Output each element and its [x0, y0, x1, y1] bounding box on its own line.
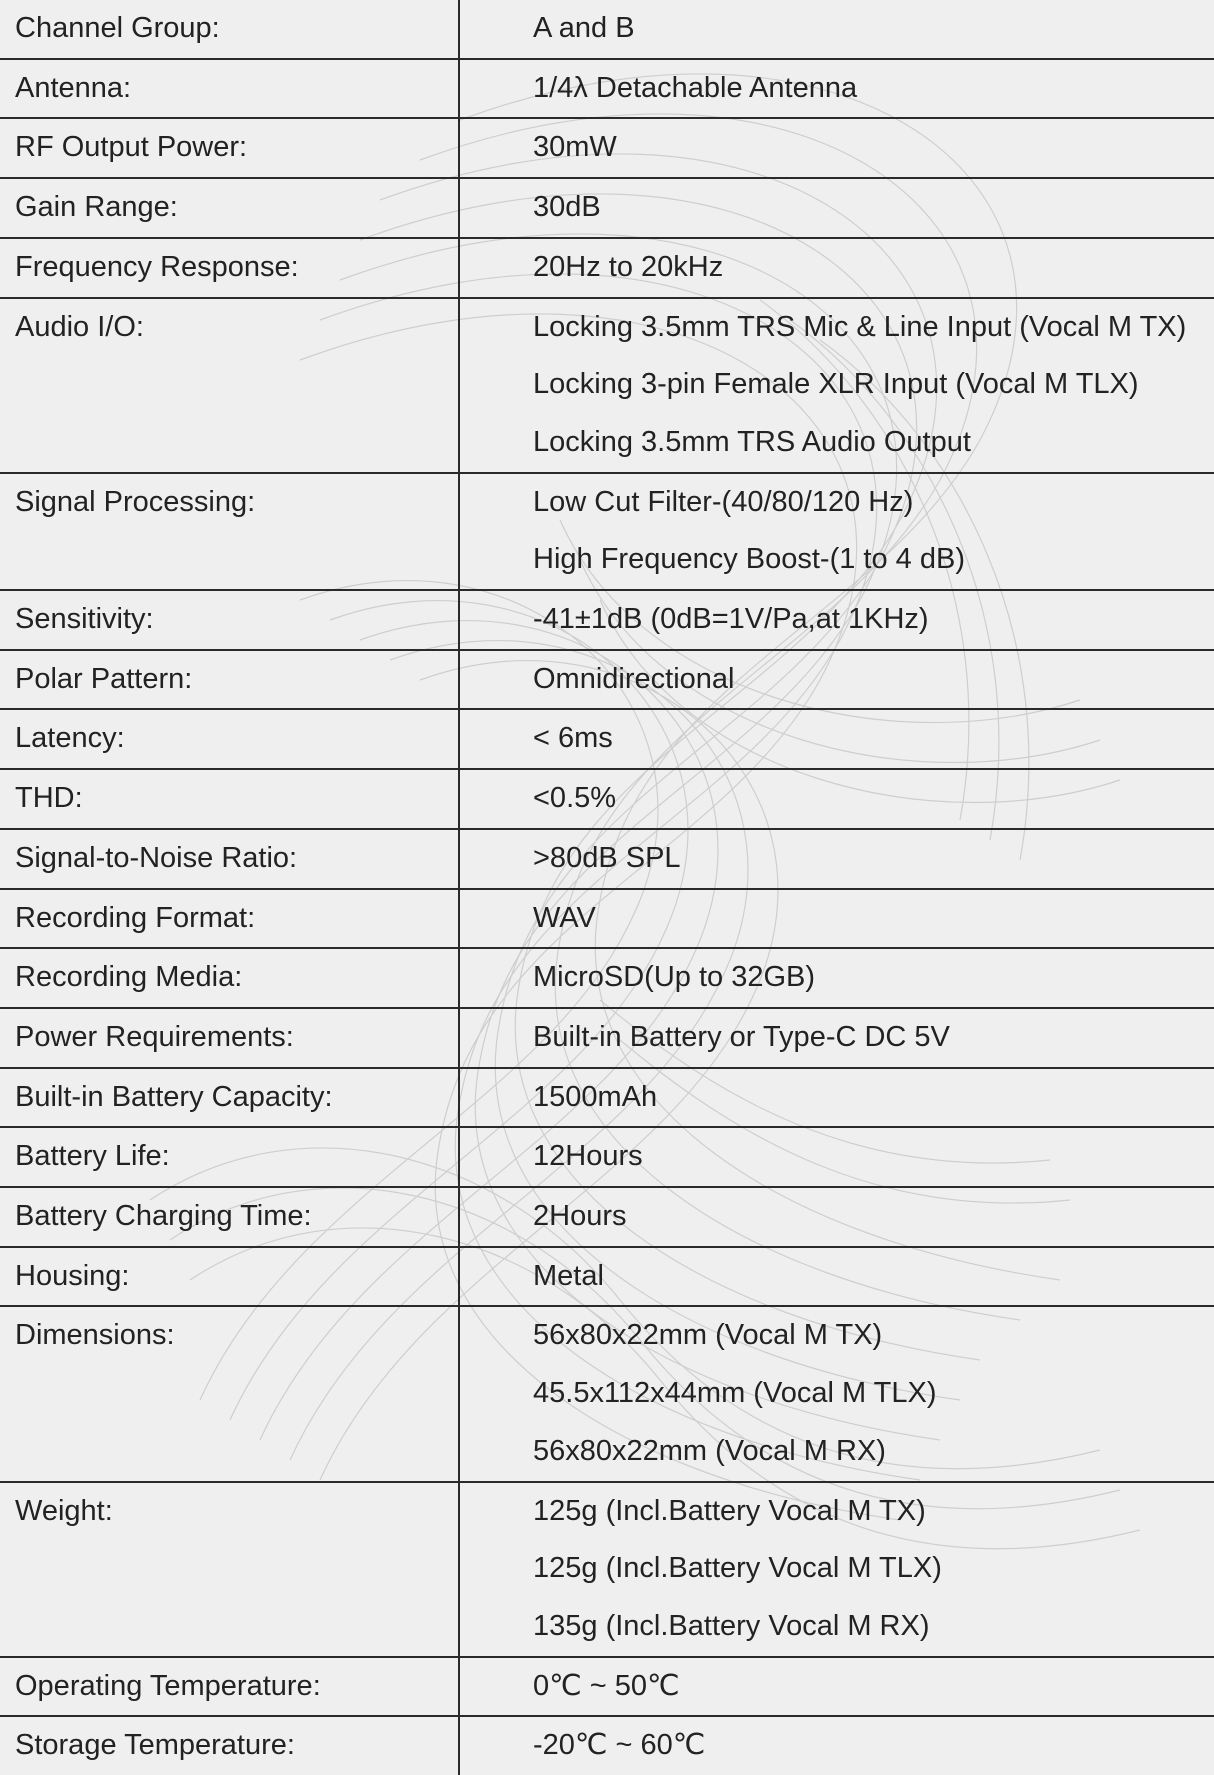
spec-value-line: 2Hours [533, 1200, 627, 1233]
spec-label: Power Requirements: [0, 1008, 459, 1068]
spec-value-line: 12Hours [533, 1140, 643, 1173]
spec-label: Operating Temperature: [0, 1657, 459, 1717]
spec-label: THD: [0, 769, 459, 829]
spec-value [459, 238, 1214, 298]
spec-value [459, 650, 1214, 710]
spec-row [0, 1306, 1214, 1481]
spec-value-line: 1/4λ Detachable Antenna [533, 71, 858, 104]
spec-value-line: 1500mAh [533, 1080, 658, 1113]
spec-row [0, 1127, 1214, 1187]
spec-value [459, 1657, 1214, 1717]
spec-label: RF Output Power: [0, 118, 459, 178]
spec-row [0, 889, 1214, 949]
spec-label: Polar Pattern: [0, 650, 459, 710]
spec-value [459, 1306, 1214, 1481]
spec-row [0, 1068, 1214, 1128]
spec-label: Audio I/O: [0, 298, 459, 473]
spec-label: Sensitivity: [0, 590, 459, 650]
spec-value-line: MicroSD(Up to 32GB) [533, 961, 816, 994]
spec-row [0, 0, 1214, 59]
spec-label: Recording Media: [0, 948, 459, 1008]
spec-row [0, 948, 1214, 1008]
spec-row [0, 298, 1214, 473]
spec-value [459, 1008, 1214, 1068]
spec-value [459, 1187, 1214, 1247]
spec-value [459, 0, 1214, 59]
spec-value-line: 30dB [533, 191, 601, 224]
spec-label: Latency: [0, 709, 459, 769]
spec-row [0, 1482, 1214, 1657]
spec-row [0, 178, 1214, 238]
spec-label: Channel Group: [0, 0, 459, 59]
spec-row [0, 1187, 1214, 1247]
spec-value-line: WAV [533, 901, 596, 934]
spec-value [459, 769, 1214, 829]
spec-label: Signal-to-Noise Ratio: [0, 829, 459, 889]
spec-value-line: A and B [533, 12, 635, 44]
spec-value [459, 1482, 1214, 1657]
spec-row [0, 473, 1214, 590]
spec-label: Storage Temperature: [0, 1716, 459, 1775]
spec-label: Frequency Response: [0, 238, 459, 298]
spec-value-line: 125g (Incl.Battery Vocal M TX) [533, 1494, 926, 1527]
spec-row [0, 590, 1214, 650]
spec-row [0, 769, 1214, 829]
spec-row [0, 59, 1214, 119]
spec-value-line: Low Cut Filter-(40/80/120 Hz) [533, 485, 914, 518]
spec-value [459, 1068, 1214, 1128]
spec-value [459, 1127, 1214, 1187]
spec-value-line: Locking 3.5mm TRS Audio Output [533, 425, 971, 458]
spec-value [459, 298, 1214, 473]
spec-value [459, 1247, 1214, 1307]
spec-value-line: 135g (Incl.Battery Vocal M RX) [533, 1609, 930, 1642]
spec-value-line: Built-in Battery or Type-C DC 5V [533, 1020, 950, 1053]
spec-value-line: Locking 3.5mm TRS Mic & Line Input (Vocal M TX) [533, 310, 1187, 343]
spec-value [459, 829, 1214, 889]
spec-value-line: 45.5x112x44mm (Vocal M TLX) [533, 1377, 937, 1410]
spec-value-line: High Frequency Boost-(1 to 4 dB) [533, 543, 965, 576]
spec-value-line: 30mW [533, 131, 617, 164]
spec-label: Weight: [0, 1482, 459, 1657]
spec-value [459, 889, 1214, 949]
spec-label: Antenna: [0, 59, 459, 119]
spec-value [459, 178, 1214, 238]
spec-value [459, 118, 1214, 178]
spec-value-line: >80dB SPL [533, 841, 681, 874]
spec-label: Dimensions: [0, 1306, 459, 1481]
spec-label: Gain Range: [0, 178, 459, 238]
spec-row [0, 1247, 1214, 1307]
spec-row [0, 238, 1214, 298]
spec-value [459, 1716, 1214, 1775]
spec-value-line: -41±1dB (0dB=1V/Pa,at 1KHz) [533, 603, 929, 636]
spec-label: Battery Life: [0, 1127, 459, 1187]
spec-value-line: Locking 3-pin Female XLR Input (Vocal M TLX) [533, 368, 1139, 401]
spec-value-line: 56x80x22mm (Vocal M RX) [533, 1434, 886, 1467]
spec-value-line: 56x80x22mm (Vocal M TX) [533, 1319, 883, 1352]
spec-row [0, 709, 1214, 769]
spec-value [459, 590, 1214, 650]
spec-label: Housing: [0, 1247, 459, 1307]
spec-value-line: 125g (Incl.Battery Vocal M TLX) [533, 1552, 942, 1585]
spec-row [0, 829, 1214, 889]
spec-row [0, 1657, 1214, 1717]
spec-label: Recording Format: [0, 889, 459, 949]
spec-value-line: < 6ms [533, 722, 613, 755]
spec-label: Battery Charging Time: [0, 1187, 459, 1247]
spec-value [459, 473, 1214, 590]
spec-row [0, 1008, 1214, 1068]
spec-value [459, 709, 1214, 769]
spec-label: Signal Processing: [0, 473, 459, 590]
spec-row [0, 1716, 1214, 1775]
spec-value [459, 948, 1214, 1008]
spec-value-line: <0.5% [533, 782, 617, 815]
spec-row [0, 650, 1214, 710]
spec-value-line: -20℃ ~ 60℃ [533, 1729, 706, 1762]
spec-value-line: Omnidirectional [533, 662, 735, 695]
spec-label: Built-in Battery Capacity: [0, 1068, 459, 1128]
spec-value [459, 59, 1214, 119]
spec-value-line: 0℃ ~ 50℃ [533, 1669, 680, 1702]
spec-value-line: Metal [533, 1259, 604, 1292]
spec-row [0, 118, 1214, 178]
spec-value-line: 20Hz to 20kHz [533, 250, 724, 283]
